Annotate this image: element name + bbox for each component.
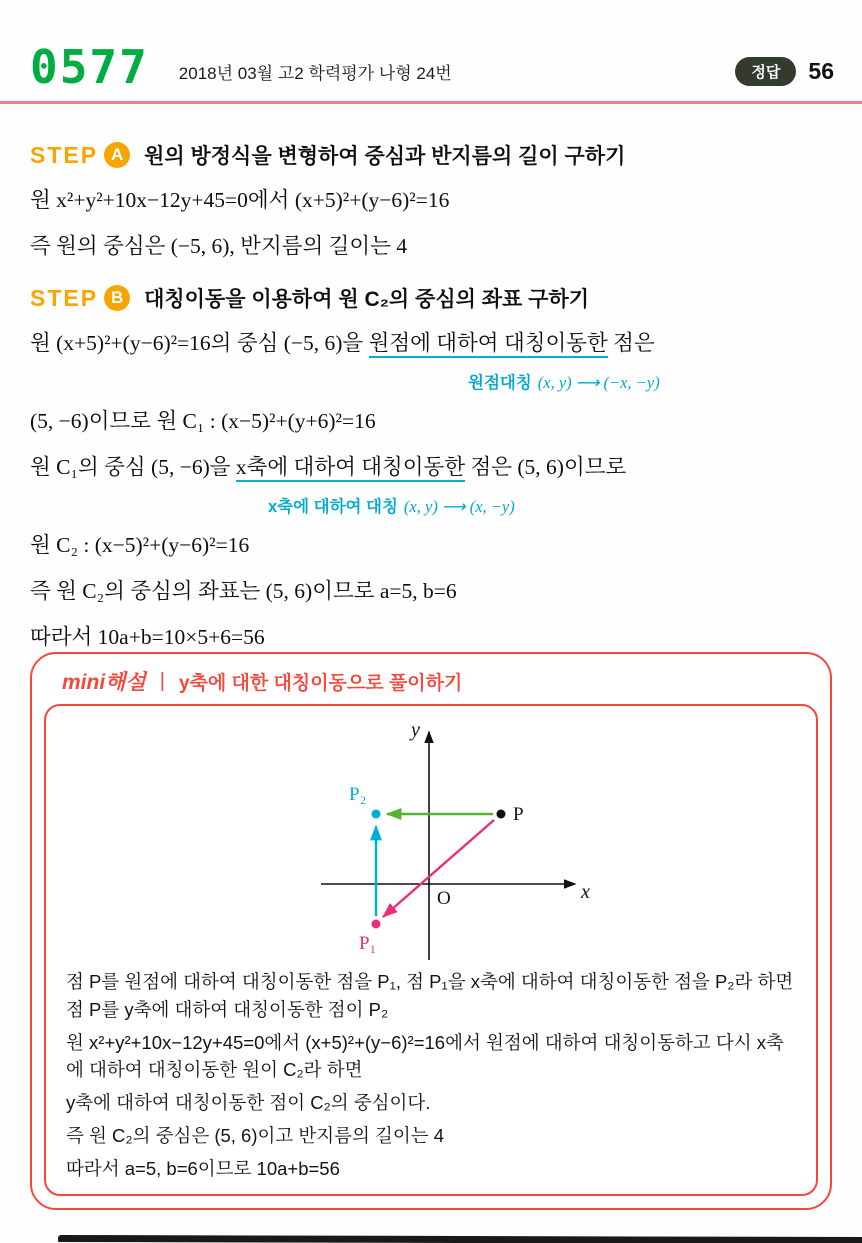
step-a-line-2: 즉 원의 중심은 (−5, 6), 반지름의 길이는 4 [30,234,408,259]
point-p1-label: P₁ [359,933,377,954]
step-b-line-1-pre: 원 (x+5)²+(y−6)²=16의 중심 (−5, 6)을 [30,331,369,356]
mini-logo: mini해설 [62,671,146,694]
mini-box-header [44,662,818,704]
point-p [497,810,506,819]
mini-explanation-box [30,652,832,1210]
origin-label: O [437,888,451,909]
point-p-label: P [513,804,524,825]
x-axis-label: x [581,881,590,903]
step-b-line-1-post: 점은 [607,331,655,356]
step-b-line-3 [30,453,832,482]
step-a-badge-icon: A [104,142,130,168]
mini-box-title: y축에 대한 대칭이동으로 풀이하기 [178,672,463,694]
origin-symmetry-annotation-formula: (x, y) ⟶ (−x, −y) [537,373,660,393]
mini-separator: | [159,669,165,692]
y-axis-label: y [411,719,420,741]
step-b-line-4: 원 C₂ : (x−5)²+(y−6)²=16 [30,533,250,558]
origin-symmetry-annotation [468,369,832,393]
problem-number: 0577 [30,40,149,94]
step-a-title: 원의 방정식을 변형하여 중심과 반지름의 길이 구하기 [144,145,626,168]
header-divider [0,101,862,104]
step-b-line-3-underlined: x축에 대하여 대칭이동한 [236,455,465,482]
step-a-heading [30,140,832,170]
step-b-line-1-underlined: 원점에 대하여 대칭이동한 [369,331,608,358]
step-a-word: STEP [30,141,99,168]
x-axis-symmetry-annotation-label: x축에 대하여 대칭 [268,498,398,517]
page-bottom-scan-edge [58,1235,862,1243]
mini-box-content [44,704,818,1196]
answer-value: 56 [808,58,834,84]
step-b-line-2: (5, −6)이므로 원 C₁ : (x−5)²+(y+6)²=16 [30,409,376,434]
x-axis-symmetry-annotation-formula: (x, y) ⟶ (x, −y) [403,497,515,517]
step-b-line-5: 즉 원 C₂의 중심의 좌표는 (5, 6)이므로 a=5, b=6 [30,579,457,604]
step-b-word: STEP [30,284,99,311]
solution-content [30,132,832,669]
mini-paragraph-3: y축에 대하여 대칭이동한 점이 C₂의 중심이다. [66,1092,431,1113]
mini-paragraph-1: 점 P를 원점에 대하여 대칭이동한 점을 P₁, 점 P₁을 x축에 대하여 대칭이동한 점을 P₂라 하면 점 P를 y축에 대하여 대칭이동한 점이 P₂ [66,971,794,1020]
step-b-title: 대칭이동을 이용하여 원 C₂의 중심의 좌표 구하기 [144,288,590,312]
point-p2 [372,810,381,819]
answer-area [735,57,834,86]
point-p1 [372,920,381,929]
coordinate-diagram-svg [171,716,691,968]
step-b-line-6: 따라서 10a+b=10×5+6=56 [30,625,265,650]
page-header [30,40,834,94]
step-b-line-1 [30,329,832,358]
step-a-line-1: 원 x²+y²+10x−12y+45=0에서 (x+5)²+(y−6)²=16 [30,188,450,212]
problem-source: 2018년 03월 고2 학력평가 나형 24번 [178,64,452,83]
step-b-heading [30,283,832,313]
answer-badge: 정답 [735,57,796,86]
step-b-line-3-pre: 원 C₁의 중심 (5, −6)을 [30,455,236,480]
step-b-badge-icon: B [104,285,130,311]
step-b-line-3-post: 점은 (5, 6)이므로 [465,455,627,480]
mini-paragraph-4: 즉 원 C₂의 중심은 (5, 6)이고 반지름의 길이는 4 [66,1124,445,1146]
coordinate-diagram [66,716,796,968]
mini-paragraph-5: 따라서 a=5, b=6이므로 10a+b=56 [66,1157,340,1179]
point-p2-label: P₂ [349,784,367,805]
origin-symmetry-annotation-label: 원점대칭 [468,374,532,393]
x-axis-symmetry-annotation [268,493,832,517]
mini-paragraph-2: 원 x²+y²+10x−12y+45=0에서 (x+5)²+(y−6)²=16에서 원점에 대하여 대칭이동하고 다시 x축에 대하여 대칭이동한 원이 C₂라 하면 [66,1031,784,1081]
